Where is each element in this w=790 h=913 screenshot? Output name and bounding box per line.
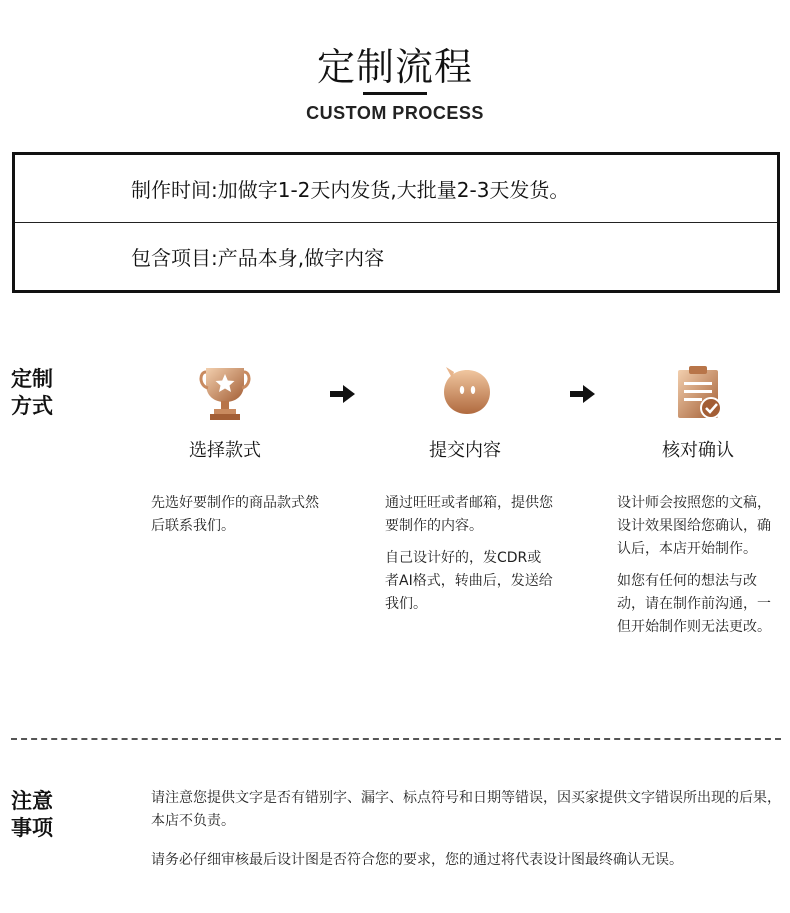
chat-bubble-icon xyxy=(440,366,494,424)
step-title: 核对确认 xyxy=(662,440,734,461)
step-description: 通过旺旺或者邮箱，提供您要制作的内容。 自己设计好的，发CDR或者AI格式，转曲后，发送给我们。 xyxy=(385,495,553,612)
right-arrow-icon xyxy=(330,384,356,404)
included-items-row: 包含项目:产品本身,做字内容 xyxy=(131,246,385,270)
clipboard-check-icon xyxy=(673,364,727,422)
step-description: 设计师会按照您的文稿，设计效果图给您确认，确认后，本店开始制作。 如您有任何的想法与改动，请在制作前沟通，一但开始制作则无法更改。 xyxy=(617,495,771,635)
notes-label: 注意 事项 xyxy=(11,789,53,840)
page-title: 定制流程 xyxy=(316,45,473,89)
step-title: 选择款式 xyxy=(189,440,261,461)
step-title: 提交内容 xyxy=(429,440,501,461)
step-description: 先选好要制作的商品款式然后联系我们。 xyxy=(151,495,319,534)
production-time-row: 制作时间:加做字1-2天内发货,大批量2-3天发货。 xyxy=(15,155,777,223)
dashed-divider xyxy=(11,738,781,740)
info-box xyxy=(12,152,780,293)
notice-item: 请务必仔细审核最后设计图是否符合您的要求，您的通过将代表设计图最终确认无误。 xyxy=(151,852,683,868)
method-label: 定制 方式 xyxy=(11,367,53,418)
title-divider xyxy=(363,92,427,95)
trophy-icon xyxy=(198,364,252,422)
page-subtitle: CUSTOM PROCESS xyxy=(306,103,484,123)
right-arrow-icon xyxy=(570,384,596,404)
notice-item: 请注意您提供文字是否有错别字、漏字、标点符号和日期等错误，因买家提供文字错误所出现的后果，本店不负责。 xyxy=(151,790,781,829)
